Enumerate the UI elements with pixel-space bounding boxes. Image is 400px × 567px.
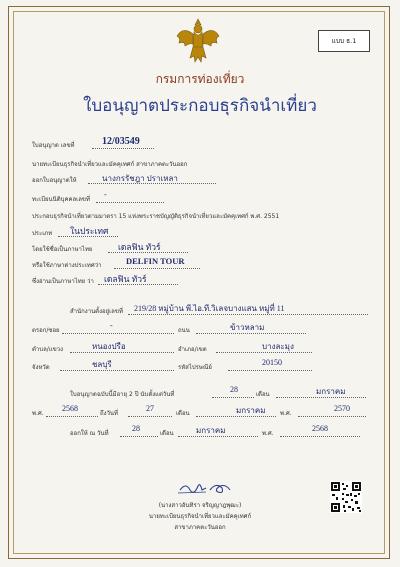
subdistrict-label: ตำบล/แขวง <box>32 346 64 353</box>
name-th-label: โดยใช้ชื่อเป็นภาษาไทย <box>32 246 93 253</box>
dotted-line <box>276 397 366 398</box>
type-value: ในประเทศ <box>70 226 109 236</box>
dotted-line <box>46 416 98 417</box>
licensee-name: นางกรรัชฎา ปราเหลา <box>102 174 178 183</box>
issue-day: 28 <box>132 424 140 433</box>
dotted-line <box>128 314 368 315</box>
registrar-text: นายทะเบียนธุรกิจนำเที่ยวและมัคคุเทศก์ สาขาภาคตะวันออก <box>32 161 188 168</box>
garuda-emblem-icon <box>175 16 221 66</box>
issue-month: มกราคม <box>196 426 226 435</box>
validity-to-month-label: เดือน <box>176 410 190 417</box>
dotted-line <box>108 252 188 253</box>
dotted-line <box>196 333 306 334</box>
issue-month-label: เดือน <box>160 430 174 437</box>
signatory-branch: สาขาภาคตะวันออก <box>174 524 226 531</box>
corp-reg-label: ทะเบียนนิติบุคคลเลขที่ <box>32 196 90 203</box>
issue-year: 2568 <box>312 424 328 433</box>
dotted-line <box>98 284 178 285</box>
name-en-label: หรือใช้ภาษาต่างประเทศว่า <box>32 262 102 269</box>
dotted-line <box>114 268 200 269</box>
license-number-label: ใบอนุญาต เลขที่ <box>32 142 75 149</box>
district-value: บางละมุง <box>262 342 294 351</box>
issued-to-label: ออกใบอนุญาตให้ <box>32 177 77 184</box>
road-value: ข้าวหลาม <box>230 323 265 332</box>
office-value: 219/28 หมู่บ้าน พี.ไอ.ที.วิเลจบางแสน หมู่ที่ 11 <box>134 304 285 313</box>
subdistrict-value: หนองปรือ <box>92 342 126 351</box>
dotted-line <box>96 202 164 203</box>
department-name: กรมการท่องเที่ยว <box>155 72 245 86</box>
dotted-line <box>92 148 154 149</box>
validity-from-year: 2568 <box>62 404 78 413</box>
road-label: ถนน <box>178 327 190 334</box>
form-code-box: แบบ ธ.1 <box>318 30 370 52</box>
dotted-line <box>60 370 174 371</box>
district-label: อำเภอ/เขต <box>178 346 207 353</box>
validity-from-text: ใบอนุญาตฉบับนี้มีอายุ 2 ปี นับตั้งแต่วันที่ <box>70 391 175 398</box>
dotted-line <box>178 436 258 437</box>
dotted-line <box>196 416 276 417</box>
validity-from-year-label: พ.ศ. <box>32 410 44 417</box>
signatory-name: (นางสาวอันทิรา จริญญาฎพุฒะ) <box>158 502 242 509</box>
validity-from-month: มกราคม <box>316 387 346 396</box>
validity-from-month-label: เดือน <box>256 391 270 398</box>
province-value: ชลบุรี <box>92 360 112 369</box>
type-label: ประเภท <box>32 230 53 237</box>
name-pron-value: เดลฟิน ทัวร์ <box>104 274 147 284</box>
document-title: ใบอนุญาตประกอบธุรกิจนำเที่ยว <box>83 96 317 116</box>
soi-value: - <box>110 321 113 330</box>
dotted-line <box>88 183 216 184</box>
dotted-line <box>62 333 174 334</box>
dotted-line <box>70 352 174 353</box>
dotted-line <box>128 416 172 417</box>
dotted-line <box>120 436 158 437</box>
validity-to-year: 2570 <box>334 404 350 413</box>
name-en-value: DELFIN TOUR <box>126 256 185 266</box>
province-label: จังหวัด <box>32 364 50 371</box>
business-text: ประกอบธุรกิจนำเที่ยวตามมาตรา 15 แห่งพระราชบัญญัติธุรกิจนำเที่ยวและมัคคุเทศก์ พ.ศ. 2551 <box>32 213 280 220</box>
soi-label: ตรอก/ซอย <box>32 327 60 334</box>
dotted-line <box>280 436 360 437</box>
validity-from-day: 28 <box>230 385 238 394</box>
validity-to-year-label: พ.ศ. <box>280 410 292 417</box>
issue-date-label: ออกให้ ณ วันที่ <box>70 430 109 437</box>
dotted-line <box>216 352 312 353</box>
qr-code-icon <box>330 481 362 513</box>
name-pron-label: ซึ่งอ่านเป็นภาษาไทย ว่า <box>32 278 94 285</box>
office-label: สำนักงานตั้งอยู่เลขที่ <box>70 308 123 315</box>
validity-to-month: มกราคม <box>236 406 266 415</box>
validity-to-day: 27 <box>146 404 154 413</box>
signatory-position: นายทะเบียนธุรกิจนำเที่ยวและมัคคุเทศก์ <box>148 513 252 520</box>
dotted-line <box>228 370 312 371</box>
name-th-value: เดลฟิน ทัวร์ <box>118 242 161 252</box>
postcode-label: รหัสไปรษณีย์ <box>178 364 212 371</box>
signature-icon <box>176 478 234 498</box>
corp-reg-value: - <box>104 190 107 199</box>
dotted-line <box>212 397 254 398</box>
validity-to-label: ถึงวันที่ <box>100 410 118 417</box>
dotted-line <box>298 416 366 417</box>
issue-year-label: พ.ศ. <box>262 430 274 437</box>
dotted-line <box>58 236 118 237</box>
postcode-value: 20150 <box>262 358 282 367</box>
license-number: 12/03549 <box>102 136 140 147</box>
